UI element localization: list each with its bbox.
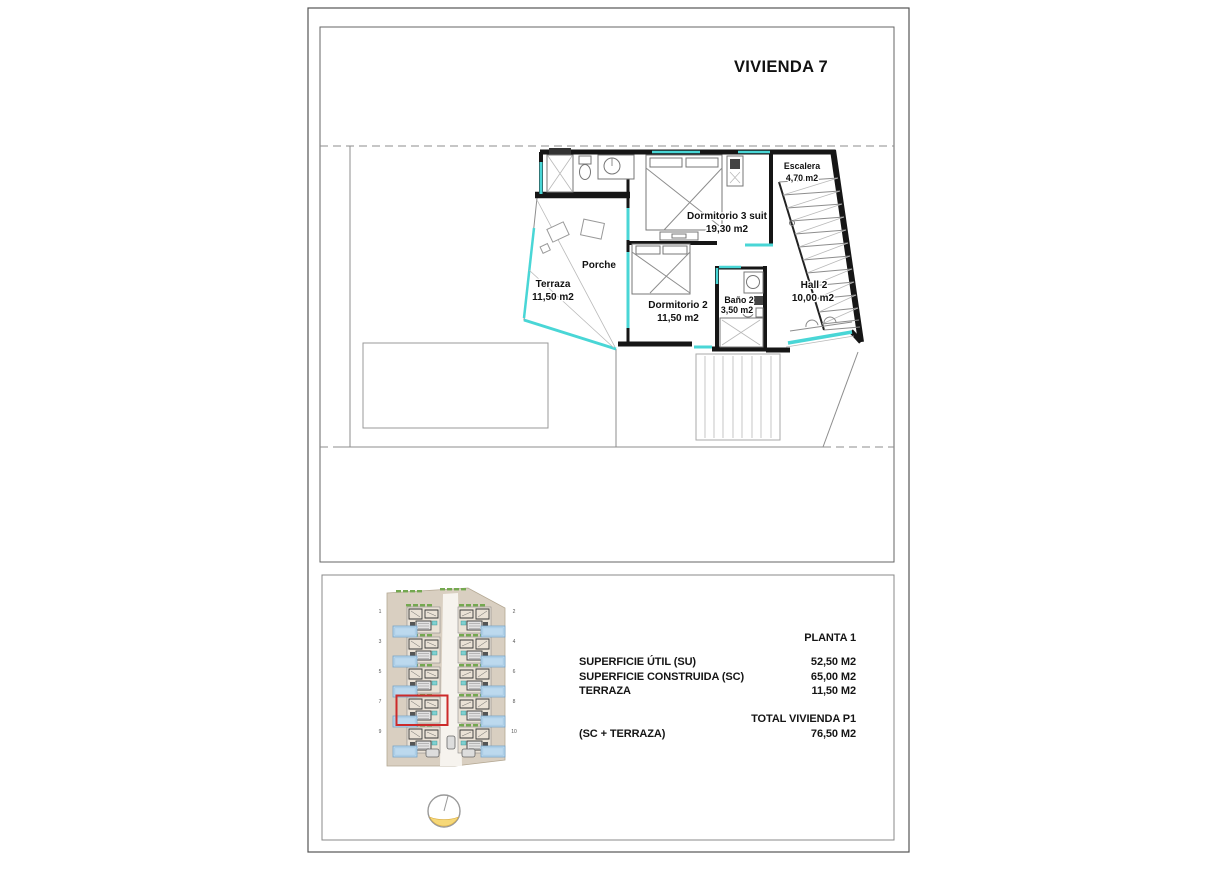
- total-label: TOTAL VIVIENDA P1: [751, 713, 856, 725]
- summary-row-value: 11,50 M2: [811, 685, 856, 697]
- room-label-escalera: Escalera: [783, 161, 821, 171]
- area-label-terraza: 11,50 m2: [532, 292, 574, 303]
- room-label-dorm2: Dormitorio 2: [648, 300, 708, 311]
- summary-row-value: 52,50 M2: [810, 656, 856, 668]
- washer-icon: [549, 148, 571, 155]
- plot-number: 7: [378, 699, 382, 705]
- plot-number: 5: [378, 669, 382, 675]
- pool-outline: [363, 343, 548, 428]
- plot-number: 10: [511, 729, 517, 735]
- summary-row-label: TERRAZA: [579, 685, 631, 697]
- room-label-hall2: Hall 2: [800, 280, 828, 291]
- summary-row-label: SUPERFICIE ÚTIL (SU): [579, 656, 696, 668]
- plot-number: 2: [512, 609, 516, 615]
- closet-detail: [730, 159, 740, 169]
- room-label-terraza: Terraza: [535, 279, 571, 290]
- area-label-bano2: 3,50 m2: [720, 305, 754, 315]
- room-label-dorm3: Dormitorio 3 suit: [686, 211, 768, 222]
- plot-number: 8: [512, 699, 516, 705]
- plot-number: 4: [512, 639, 516, 645]
- summary-row-value: 65,00 M2: [810, 671, 856, 683]
- plot-number: 9: [378, 729, 382, 735]
- car-icon: [426, 749, 439, 757]
- cabinet-icon: [754, 296, 763, 305]
- compass-icon: [428, 795, 460, 827]
- plot-number: 6: [512, 669, 516, 675]
- room-label-porche: Porche: [582, 260, 616, 271]
- area-label-dorm3: 19,30 m2: [705, 224, 749, 235]
- room-label-bano2: Baño 2: [724, 295, 754, 305]
- area-label-dorm2: 11,50 m2: [657, 313, 699, 324]
- total-sublabel: (SC + TERRAZA): [579, 728, 666, 740]
- plot-number: 3: [378, 639, 382, 645]
- car-icon: [462, 749, 475, 757]
- plot-number: 1: [378, 609, 382, 615]
- site-plan: [379, 588, 517, 766]
- car-icon: [447, 736, 455, 749]
- area-label-hall2: 10,00 m2: [791, 293, 835, 304]
- toilet-icon: [579, 156, 591, 164]
- page-title: VIVIENDA 7: [733, 58, 829, 76]
- summary-row-label: SUPERFICIE CONSTRUIDA (SC): [579, 671, 745, 683]
- total-value: 76,50 M2: [810, 728, 856, 740]
- floor-label: PLANTA 1: [804, 632, 856, 644]
- area-label-escalera: 4,70 m2: [785, 173, 819, 183]
